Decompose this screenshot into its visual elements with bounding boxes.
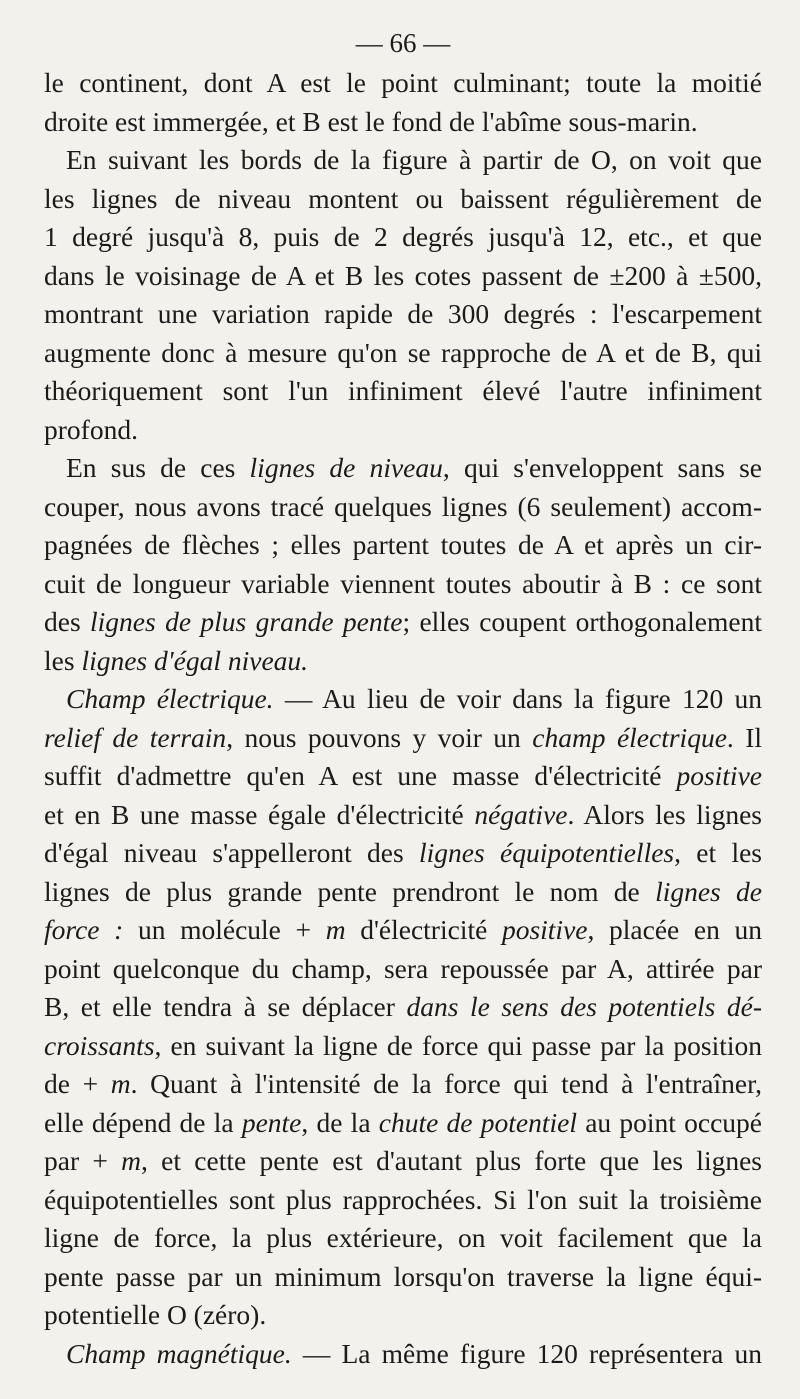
text-run: , en suivant la ligne de force qui passe par la position bbox=[154, 1029, 762, 1061]
text-run: par + bbox=[44, 1145, 122, 1176]
italic-run: chute de potentiel bbox=[378, 1106, 577, 1138]
text-line bbox=[44, 680, 762, 719]
italic-run: m bbox=[110, 1068, 131, 1099]
text-body bbox=[44, 64, 762, 1373]
italic-run: pente bbox=[241, 1106, 302, 1138]
paragraph bbox=[44, 1335, 762, 1374]
text-run: théoriquement sont l'un infiniment élevé l'autre infiniment bbox=[44, 375, 762, 406]
italic-run: positive bbox=[501, 914, 588, 945]
text-run: , et cette pente est d'autant plus forte que les lignes bbox=[141, 1145, 762, 1176]
text-line bbox=[44, 1258, 762, 1297]
text-run: , placée en un bbox=[587, 914, 762, 945]
text-line bbox=[44, 950, 762, 989]
text-line bbox=[44, 1104, 762, 1143]
text-line bbox=[44, 603, 762, 642]
text-line bbox=[44, 449, 762, 488]
paragraph bbox=[44, 680, 762, 1335]
text-run: 1 degré jusqu'à 8, puis de 2 degrés jusqu'à 12, etc., et que bbox=[44, 221, 762, 252]
text-run: montrant une variation rapide de 300 degrés : l'escarpement bbox=[44, 298, 762, 329]
italic-run: négative bbox=[474, 798, 568, 830]
text-run: En sus de ces bbox=[66, 452, 250, 483]
text-line bbox=[44, 565, 762, 604]
text-line bbox=[44, 1181, 762, 1220]
text-run: d'électricité bbox=[345, 914, 502, 945]
text-run: suffit d'admettre qu'en A est une masse d'électricité bbox=[44, 760, 677, 791]
text-run: pagnées de flèches ; elles partent toutes de A et après un cir- bbox=[44, 529, 762, 560]
text-run: point quelconque du champ, sera repoussée par A, attirée par bbox=[44, 952, 762, 984]
text-run: et en B une masse égale d'électricité bbox=[44, 798, 475, 830]
text-line bbox=[44, 411, 762, 450]
italic-run: m bbox=[121, 1145, 142, 1176]
text-run: d'égal niveau s'appelleront des bbox=[44, 837, 420, 868]
text-line bbox=[44, 334, 762, 373]
text-run: au point occupé bbox=[576, 1106, 762, 1138]
text-run: cuit de longueur variable viennent toutes aboutir à B : ce sont bbox=[44, 567, 762, 599]
text-line bbox=[44, 796, 762, 835]
text-line bbox=[44, 526, 762, 565]
text-line bbox=[44, 719, 762, 758]
paragraph bbox=[44, 141, 762, 449]
text-line bbox=[44, 64, 762, 103]
text-line bbox=[44, 257, 762, 296]
text-line bbox=[44, 295, 762, 334]
text-run: , nous pouvons y voir un bbox=[226, 721, 533, 753]
italic-run: Champ électrique. bbox=[66, 683, 274, 714]
italic-run: lignes de plus grande pente bbox=[90, 606, 403, 637]
italic-run: lignes équipotentielles bbox=[419, 837, 675, 868]
text-run: les bbox=[44, 644, 82, 676]
italic-run: lignes de bbox=[655, 875, 762, 907]
text-line bbox=[44, 141, 762, 180]
text-run: des bbox=[44, 606, 91, 637]
text-run: les lignes de niveau montent ou baissent régulièrement de bbox=[44, 182, 762, 214]
text-run: potentielle O (zéro). bbox=[44, 1299, 267, 1330]
italic-run: force : bbox=[44, 914, 124, 945]
text-run: équipotentielles sont plus rapprochées. Si l'on suit la troisième bbox=[44, 1183, 762, 1215]
italic-run: positive bbox=[676, 760, 762, 791]
text-line bbox=[44, 372, 762, 411]
text-run: droite est immergée, et B est le fond de l'abîme sous-marin. bbox=[44, 105, 698, 137]
text-run: pente passe par un minimum lorsqu'on traverse la ligne équi- bbox=[44, 1260, 762, 1292]
text-line bbox=[44, 180, 762, 219]
text-run: — La même figure 120 représentera un bbox=[291, 1337, 762, 1369]
text-run: ligne de force, la plus extérieure, on voit facilement que la bbox=[44, 1222, 762, 1253]
text-line bbox=[44, 642, 762, 681]
text-line bbox=[44, 1296, 762, 1335]
text-run: augmente donc à mesure qu'on se rapproche de A et de B, qui bbox=[44, 336, 762, 368]
paragraph bbox=[44, 64, 762, 141]
italic-run: relief de terrain bbox=[44, 721, 227, 753]
italic-run: dans le sens des potentiels dé- bbox=[406, 991, 762, 1022]
text-line bbox=[44, 1142, 762, 1181]
text-line bbox=[44, 1027, 762, 1066]
text-run: En suivant les bords de la figure à partir de O, on voit que bbox=[66, 144, 762, 175]
text-run: B, et elle tendra à se déplacer bbox=[44, 991, 407, 1022]
text-line bbox=[44, 1065, 762, 1104]
italic-run: croissants bbox=[44, 1029, 155, 1061]
text-line bbox=[44, 873, 762, 912]
text-line bbox=[44, 218, 762, 257]
text-run: de + bbox=[44, 1068, 111, 1099]
text-run: . Quant à l'intensité de la force qui tend à l'entraîner, bbox=[130, 1068, 762, 1099]
text-run: couper, nous avons tracé quelques lignes (6 seulement) accom- bbox=[44, 490, 762, 522]
text-run: , et les bbox=[674, 837, 762, 868]
text-line bbox=[44, 1335, 762, 1374]
text-run: profond. bbox=[44, 413, 138, 445]
italic-run: lignes d'égal niveau. bbox=[81, 644, 309, 676]
text-run: dans le voisinage de A et B les cotes passent de ±200 à ±500, bbox=[44, 259, 762, 291]
italic-run: Champ magnétique. bbox=[66, 1337, 292, 1369]
text-run: le continent, dont A est le point culminant; toute la moitié bbox=[44, 67, 762, 98]
text-line bbox=[44, 988, 762, 1027]
text-run: lignes de plus grande pente prendront le nom de bbox=[44, 875, 656, 907]
text-run: ; elles coupent orthogonalement bbox=[402, 606, 762, 637]
text-line bbox=[44, 911, 762, 950]
text-line bbox=[44, 757, 762, 796]
text-run: — Au lieu de voir dans la figure 120 un bbox=[273, 683, 762, 714]
text-line bbox=[44, 488, 762, 527]
text-run: , qui s'enveloppent sans se bbox=[442, 452, 762, 483]
paragraph bbox=[44, 449, 762, 680]
text-line bbox=[44, 1219, 762, 1258]
text-line bbox=[44, 103, 762, 142]
text-run: elle dépend de la bbox=[44, 1106, 242, 1138]
italic-run: m bbox=[325, 914, 346, 945]
italic-run: champ électrique bbox=[532, 721, 727, 753]
text-run: . Alors les lignes bbox=[567, 798, 762, 830]
text-run: . Il bbox=[726, 721, 762, 753]
text-run: , de la bbox=[301, 1106, 379, 1138]
italic-run: lignes de niveau bbox=[249, 452, 443, 483]
text-line bbox=[44, 834, 762, 873]
text-run: un molécule + bbox=[123, 914, 326, 945]
page-number: — 66 — bbox=[355, 28, 451, 58]
